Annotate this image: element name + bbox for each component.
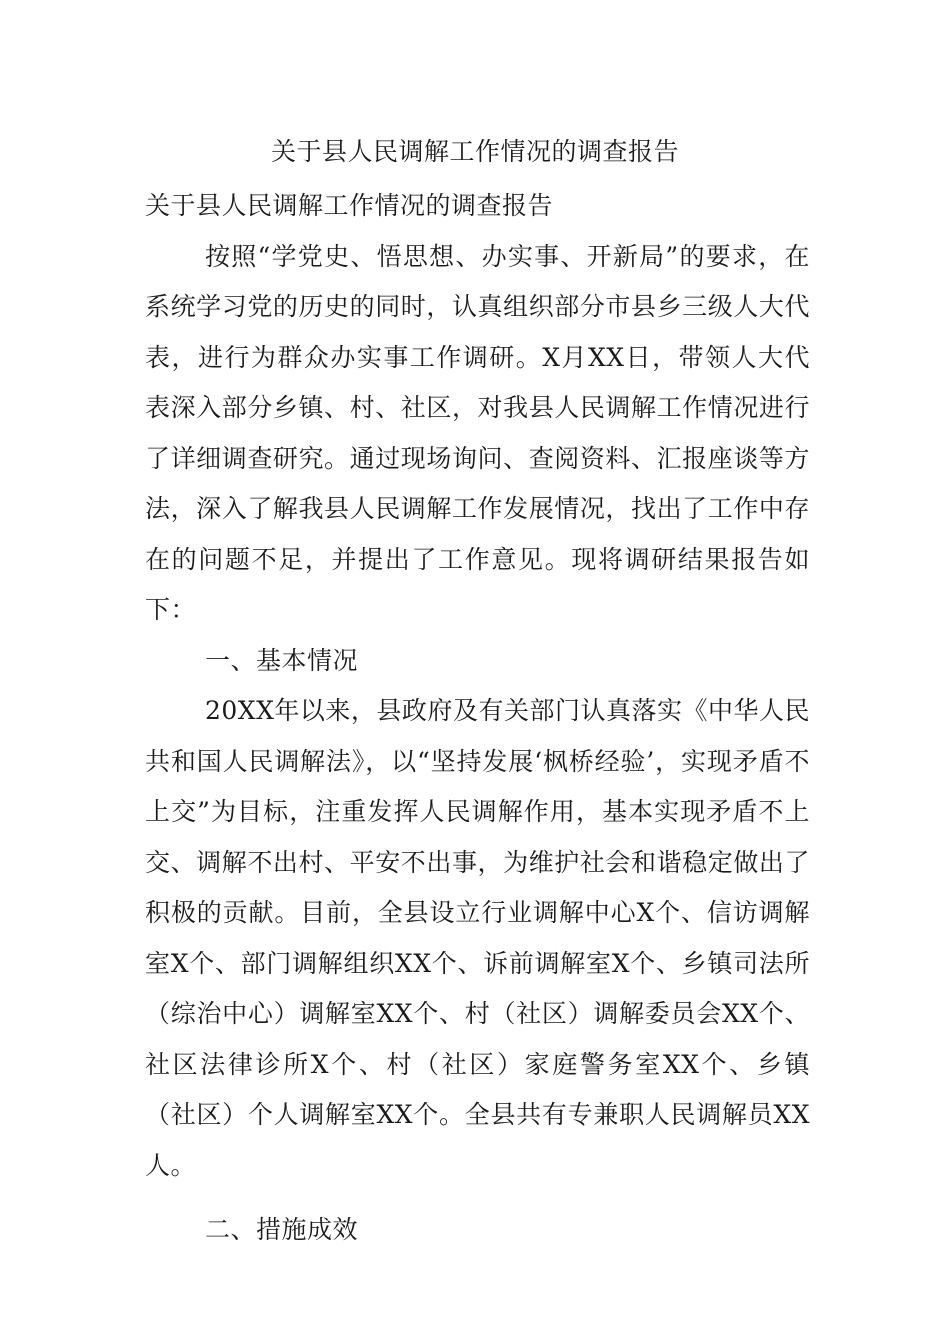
section-heading-basic: 一、基本情况 <box>205 645 359 675</box>
document-body <box>145 181 810 1256</box>
basic-situation-paragraph: 20XX年以来，县政府及有关部门认真落实《中华人民共和国人民调解法》，以“坚持发展‘枫桥经验’，实现矛盾不上交”为目标，注重发挥人民调解作用，基本实现矛盾不上交、调解不出村、平安不出事，为维护社会和谐稳定做出了积极的贡献。目前，全县设立行业调解中心X个、信访调解室X个、部门调解组织XX个、诉前调解室X个、乡镇司法所（综治中心）调解室XX个、村（社区）调解委员会XX个、社区法律诊所X个、村（社区）家庭警务室XX个、乡镇（社区）个人调解室XX个。全县共有专兼职人民调解员XX人。 <box>145 696 810 1180</box>
section-heading-measures: 二、措施成效 <box>205 1215 359 1244</box>
document-title: 关于县人民调解工作情况的调查报告 <box>270 137 679 166</box>
document-subtitle: 关于县人民调解工作情况的调查报告 <box>145 191 554 220</box>
intro-paragraph: 按照“学党史、悟思想、办实事、开新局”的要求，在系统学习党的历史的同时，认真组织部分市县乡三级人大代表，进行为群众办实事工作调研。X月XX日，带领人大代表深入部分乡镇、村、社区，对我县人民调解工作情况进行了详细调查研究。通过现场询问、查阅资料、汇报座谈等方法，深入了解我县人民调解工作发展情况，找出了工作中存在的问题不足，并提出了工作意见。现将调研结果报告如下： <box>145 241 810 624</box>
